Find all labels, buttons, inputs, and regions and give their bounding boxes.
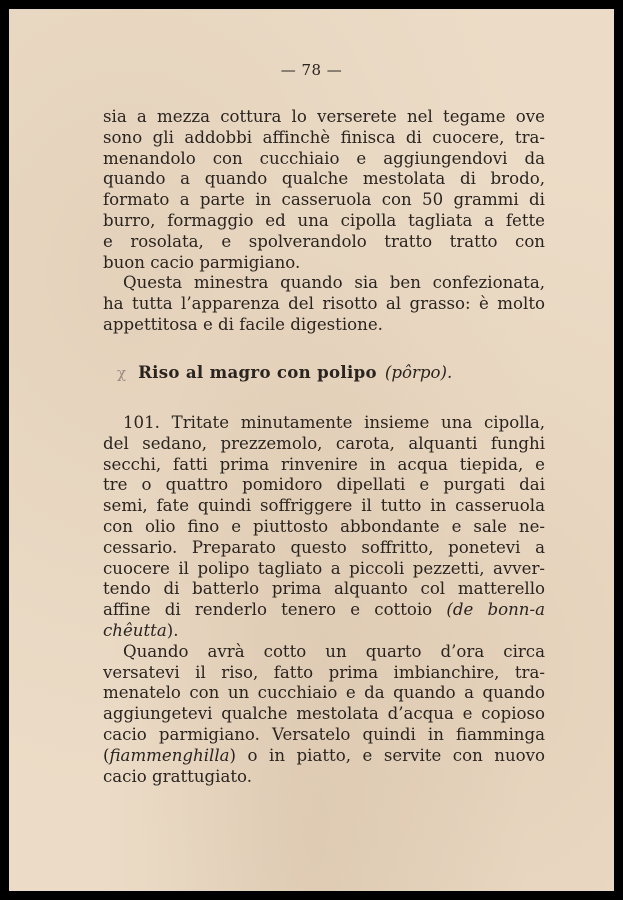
dialect-term: fiammenghilla xyxy=(109,745,230,765)
text-line xyxy=(103,746,545,767)
text-line: secchi, fatti prima rinvenire in acqua tiepida, e xyxy=(103,454,545,474)
recipe-body xyxy=(103,413,545,787)
text-line: menandolo con cucchiaio e aggiungendovi da xyxy=(103,148,545,168)
line-text: ( xyxy=(103,745,110,765)
text-line: aggiungetevi qualche mestolata d’acqua e copioso xyxy=(103,704,545,724)
text-line xyxy=(103,600,545,621)
text-line: menatelo con un cucchiaio e da quando a quando xyxy=(103,683,545,703)
text-line: sia a mezza cottura lo verserete nel tegame ove xyxy=(103,107,545,126)
text-line: tendo di batterlo prima alquanto col matterello xyxy=(103,579,545,599)
recipe-dialect-name: (pôrpo). xyxy=(384,363,453,382)
page-number: — 78 — xyxy=(280,61,343,79)
line-text: ). xyxy=(166,620,179,640)
text-line: semi, fate quindi soffriggere il tutto in casseruola xyxy=(103,496,545,516)
text-line: buon cacio parmigiano. xyxy=(103,252,301,272)
text-line: con olio fino e piuttosto abbondante e sale ne- xyxy=(103,516,545,536)
text-line: appettitosa e di facile digestione. xyxy=(103,314,383,334)
text-line: Questa minestra quando sia ben confezionata, xyxy=(123,273,545,293)
book-page xyxy=(9,9,614,891)
text-line: del sedano, prezzemolo, carota, alquanti funghi xyxy=(103,433,545,453)
line-text: ) o in piatto, e servite con nuovo xyxy=(229,745,545,765)
text-line xyxy=(103,621,545,642)
text-line: ha tutta l’apparenza del risotto al grasso: è molto xyxy=(103,294,545,314)
text-line: sono gli addobbi affinchè finisca di cuocere, tra- xyxy=(103,127,545,147)
dialect-term: (de bonn-a xyxy=(446,600,545,620)
text-line: cessario. Preparato questo soffritto, ponetevi a xyxy=(103,537,545,557)
text-line: quando a quando qualche mestolata di brodo, xyxy=(103,169,545,189)
text-line: cacio parmigiano. Versatelo quindi in fiamminga xyxy=(103,724,545,744)
margin-mark: χ xyxy=(117,364,127,382)
continuation-paragraph xyxy=(103,107,545,336)
text-line: versatevi il riso, fatto prima imbianchire, tra- xyxy=(103,662,545,682)
line-text: affine di renderlo tenero e cottoio xyxy=(103,600,433,620)
recipe-heading xyxy=(117,361,547,384)
text-line: 101. Tritate minutamente insieme una cipolla, xyxy=(123,413,545,432)
recipe-title: Riso al magro con polipo xyxy=(138,362,377,382)
text-line: formato a parte in casseruola con 50 grammi di xyxy=(103,190,545,210)
text-line: cuocere il polipo tagliato a piccoli pezzetti, avver- xyxy=(103,558,545,578)
text-line: tre o quattro pomidoro dipellati e purgati dai xyxy=(103,475,545,495)
text-line: e rosolata, e spolverandolo tratto tratto con xyxy=(103,231,545,251)
dialect-term: chêutta xyxy=(103,620,167,640)
text-line: cacio grattugiato. xyxy=(103,766,252,786)
text-line: burro, formaggio ed una cipolla tagliata a fette xyxy=(103,210,545,230)
text-line: Quando avrà cotto un quarto d’ora circa xyxy=(123,641,545,661)
